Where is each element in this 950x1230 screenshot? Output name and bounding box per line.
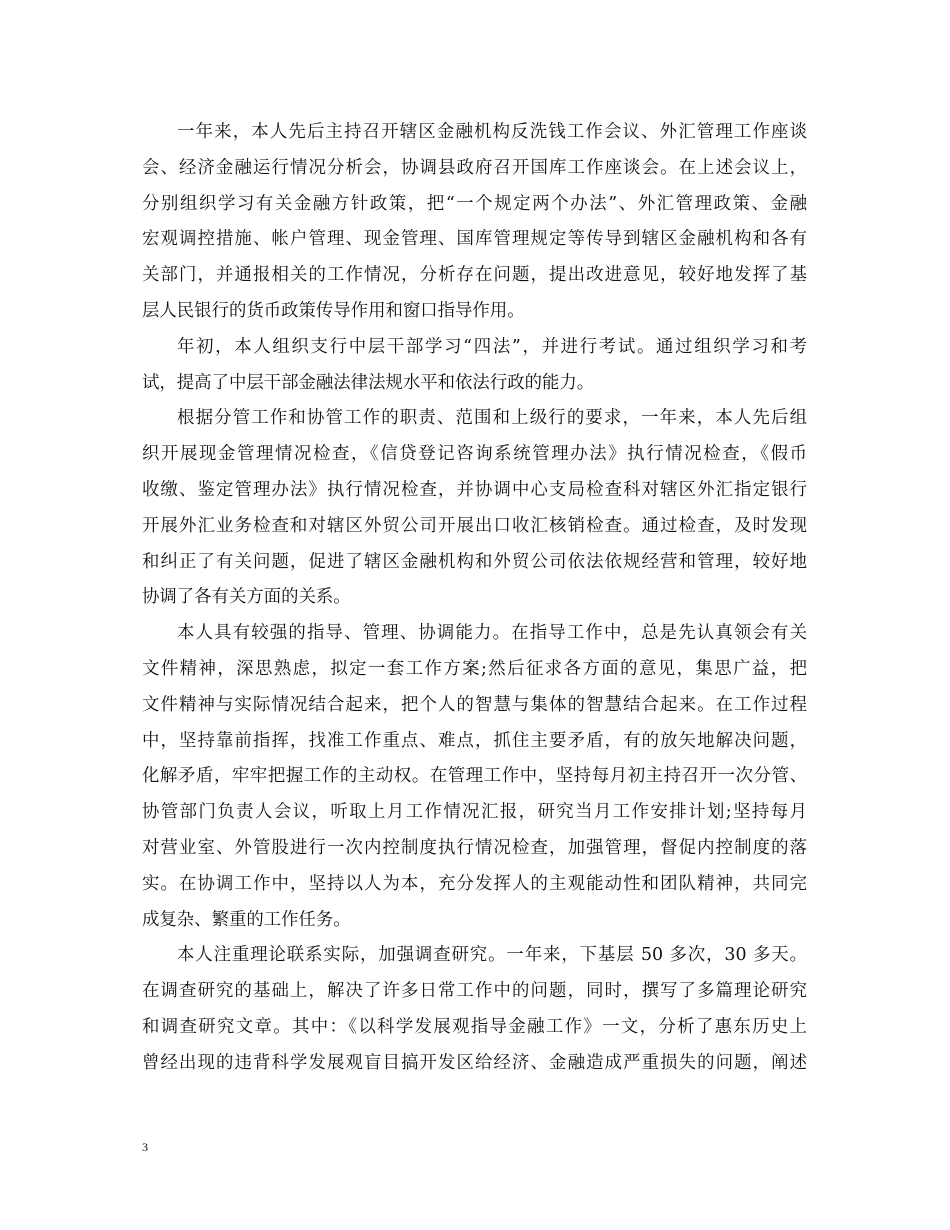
text-line: 本人具有较强的指导、管理、协调能力。在指导工作中，总是先认真领会有关 (177, 623, 807, 644)
text-line: 宏观调控措施、帐户管理、现金管理、国库管理规定等传导到辖区金融机构和各有 (142, 229, 807, 250)
text-line: 中，坚持靠前指挥，找准工作重点、难点，抓住主要矛盾，有的放矢地解决问题， (142, 730, 807, 751)
text-line: 织开展现金管理情况检查，《信贷登记咨询系统管理办法》执行情况检查，《假币 (142, 444, 807, 465)
text-line: 关部门，并通报相关的工作情况，分析存在问题，提出改进意见，较好地发挥了基 (142, 265, 807, 286)
text-line: 试，提高了中层干部金融法律法规水平和依法行政的能力。 (142, 372, 595, 393)
text-line: 层人民银行的货币政策传导作用和窗口指导作用。 (142, 300, 525, 321)
text-line: 收缴、鉴定管理办法》执行情况检查，并协调中心支局检查科对辖区外汇指定银行 (142, 479, 807, 500)
text-line: 分别组织学习有关金融方针政策，把“一个规定两个办法”、外汇管理政策、金融 (142, 193, 807, 214)
text-line: 一年来，本人先后主持召开辖区金融机构反洗钱工作会议、外汇管理工作座谈 (177, 122, 807, 142)
text-line: 曾经出现的违背科学发展观盲目搞开发区给经济、金融造成严重损失的问题，阐述 (142, 1052, 807, 1073)
text-line: 文件精神与实际情况结合起来，把个人的智慧与集体的智慧结合起来。在工作过程 (142, 694, 807, 715)
text-line: 成复杂、繁重的工作任务。 (142, 909, 351, 930)
text-line: 会、经济金融运行情况分析会，协调县政府召开国库工作座谈会。在上述会议上， (142, 157, 807, 178)
text-line: 对营业室、外管股进行一次内控制度执行情况检查，加强管理，督促内控制度的落 (142, 837, 807, 858)
text-line: 和纠正了有关问题，促进了辖区金融机构和外贸公司依法依规经营和管理，较好地 (142, 551, 807, 572)
text-line: 本人注重理论联系实际，加强调查研究。一年来，下基层 50 多次，30 多天。 (177, 945, 807, 966)
text-line: 年初，本人组织支行中层干部学习“四法”，并进行考试。通过组织学习和考 (177, 336, 807, 357)
text-line: 文件精神，深思熟虑，拟定一套工作方案;然后征求各方面的意见，集思广益，把 (142, 658, 807, 679)
page-number: 3 (142, 1140, 148, 1154)
text-line: 协调了各有关方面的关系。 (142, 587, 351, 608)
text-line: 在调查研究的基础上，解决了许多日常工作中的问题，同时，撰写了多篇理论研究 (142, 981, 807, 1002)
text-line: 和调查研究文章。其中：《以科学发展观指导金融工作》一文，分析了惠东历史上 (142, 1016, 807, 1037)
body-text (142, 115, 807, 1082)
text-line: 开展外汇业务检查和对辖区外贸公司开展出口收汇核销检查。通过检查，及时发现 (142, 515, 807, 536)
text-line: 协管部门负责人会议，听取上月工作情况汇报，研究当月工作安排计划;坚持每月 (142, 802, 807, 823)
text-line: 根据分管工作和协管工作的职责、范围和上级行的要求，一年来，本人先后组 (177, 408, 807, 429)
text-line: 实。在协调工作中，坚持以人为本，充分发挥人的主观能动性和团队精神，共同完 (142, 873, 807, 894)
text-line: 化解矛盾，牢牢把握工作的主动权。在管理工作中，坚持每月初主持召开一次分管、 (142, 766, 807, 787)
